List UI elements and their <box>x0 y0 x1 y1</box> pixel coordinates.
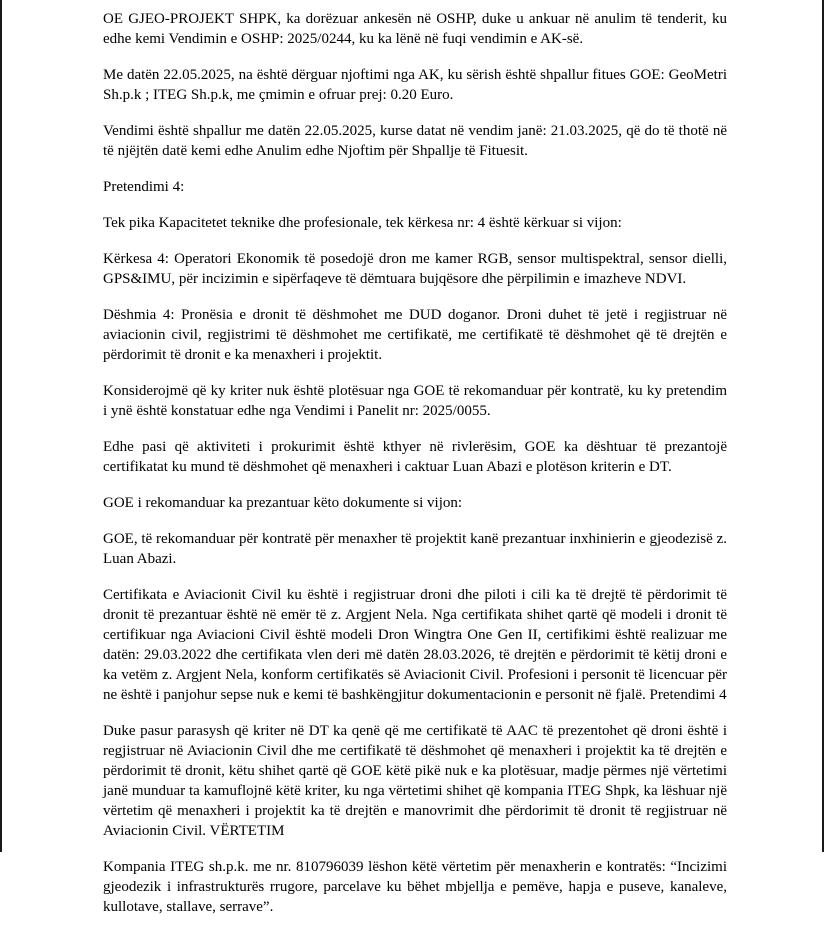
paragraph-decision-dates: Vendimi është shpallur me datën 22.05.2025, kurse datat në vendim janë: 21.03.2025, që do të thotë në të njëjtën datë kemi edhe Anulim edhe Njoftim për Shpallje të Fituesit. <box>103 123 727 159</box>
paragraph-documents-intro: GOE i rekomanduar ka prezantuar këto dokumente si vijon: <box>103 495 463 511</box>
paragraph-evidence-4: Dëshmia 4: Pronësia e dronit të dëshmohet me DUD doganor. Droni duhet të jetë i regjistruar në aviacionin civil, regjistrimi të dëshmohet me certifikatë, me certifikatë të dëshmohet që të drejtën e përdorimit të dronit e ka menaxheri i projektit. <box>103 307 727 363</box>
paragraph-complaint-oshp: OE GJEO-PROJEKT SHPK, ka dorëzuar ankesën në OSHP, duke u ankuar në anulim të tenderit, ku edhe kemi Vendimin e OSHP: 2025/0244, ku ka lënë në fuqi vendimin e AK-së. <box>103 11 727 47</box>
paragraph-technical-capacity: Tek pika Kapacitetet teknike dhe profesionale, tek kërkesa nr: 4 është kërkuar si vijon: <box>103 215 622 231</box>
paragraph-project-manager: GOE, të rekomanduar për kontratë për menaxher të projektit kanë prezantuar inxhinierin e gjeodezisë z. Luan Abazi. <box>103 531 727 567</box>
document-body <box>103 9 727 933</box>
paragraph-requirement-4: Kërkesa 4: Operatori Ekonomik të posedojë dron me kamer RGB, sensor multispektral, sensor dielli, GPS&IMU, për incizimin e sipërfaqeve të dëmtuara bujqësore dhe përpilimin e imazheve NDVI. <box>103 251 727 287</box>
paragraph-notification: Me datën 22.05.2025, na është dërguar njoftimi nga AK, ku sërish është shpallur fitues GOE: GeoMetri Sh.p.k ; ITEG Sh.p.k, me çmimin e ofruar prej: 0.20 Euro. <box>103 67 727 103</box>
paragraph-reevaluation: Edhe pasi që aktiviteti i prokurimit është kthyer në rivlerësim, GOE ka dështuar të prezantojë certifikatat ku mund të dëshmohet që menaxheri i caktuar Luan Abazi e plotëson kriterin e DT. <box>103 439 727 475</box>
paragraph-panel-decision: Konsiderojmë që ky kriter nuk është plotësuar nga GOE të rekomanduar për kontratë, ku ky pretendim i ynë është konstatuar edhe nga Vendimi i Panelit nr: 2025/0055. <box>103 383 727 419</box>
paragraph-criterion-analysis: Duke pasur parasysh që kriter në DT ka qenë që me certifikatë të AAC të prezentohet që droni është i regjistruar në Aviacionin Civil dhe me certifikatë të dëshmohet që menaxheri i projektit ka të drejtën e përdorimit të dronit, këtu shihet qartë që GOE këtë pikë nuk e ka plotësuar, madje përmes një vërtetimi janë munduar ta kamuflojnë këtë kriter, ku nga vërtetimi shihet që kompania ITEG Shpk, ka lëshuar një vërtetim që menaxheri i projektit ka të drejtën e manovrimit dhe përdorimit të dronit të regjistruar në Aviacionin Civil. VËRTETIM <box>103 723 727 839</box>
paragraph-aviation-certificate: Certifikata e Aviacionit Civil ku është i regjistruar droni dhe piloti i cili ka të drejtë të përdorimit të dronit të prezantuar është në emër të z. Argjent Nela. Nga certifikata shihet qartë që modeli i dronit të certifikuar nga Aviacioni Civil është modeli Dron Wingtra One Gen II, certifikimi është realizuar me datën: 29.03.2022 dhe certifikata vlen deri më datën 28.03.2026, të drejtën e përdorimit të këtij droni e ka vetëm z. Argjent Nela, konform certifikatës së Aviacionit Civil. Profesioni i personit të licencuar për ne është i panjohur sepse nuk e kemi të bashkëngjitur dokumentacionin e personit në fjalë. Pretendimi 4 <box>103 587 727 703</box>
paragraph-iteg-certificate: Kompania ITEG sh.p.k. me nr. 810796039 lëshon këtë vërtetim për menaxherin e kontratës: “Incizimi gjeodezik i infrastrukturës rrugore, parcelave ku bëhet mbjellja e pemëve, hapja e puseve, kanaleve, kullotave, stallave, serrave”. <box>103 859 727 915</box>
heading-claim-4: Pretendimi 4: <box>103 179 185 195</box>
